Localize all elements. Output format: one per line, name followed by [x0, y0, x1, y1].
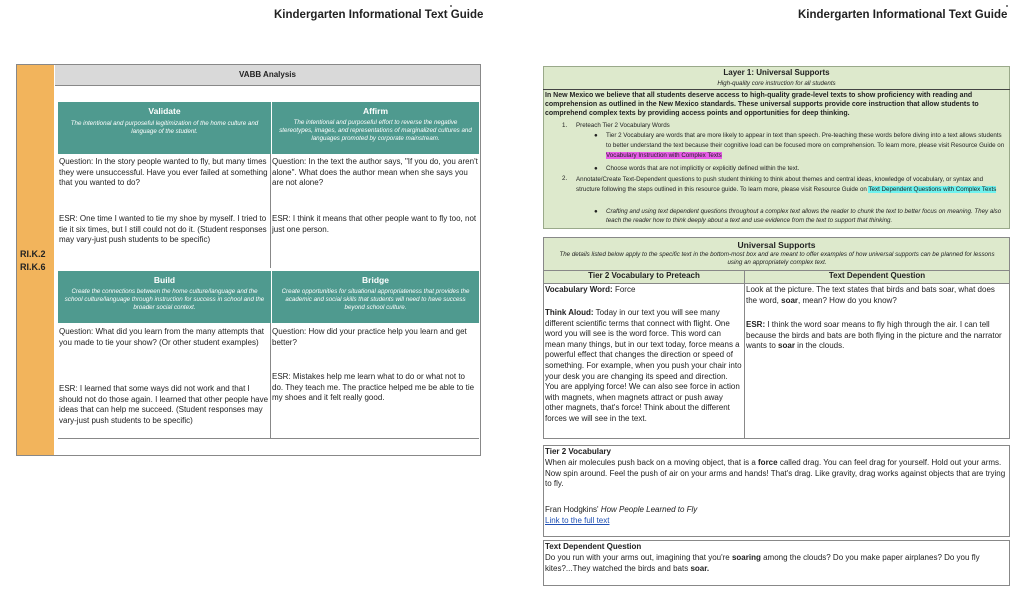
- source-author: Fran Hodgkins': [545, 505, 599, 514]
- affirm-description: The intentional and purposeful effort to reverse the negative stereotypes, images, and representations of marginalized cultures and languages promoted by corporate mainstream.: [279, 119, 472, 142]
- standard-code-1: RI.K.2: [20, 249, 46, 259]
- layer1-bullet1b: Choose words that are not implicitly or explicitly defined within the text.: [606, 165, 800, 172]
- tdq-box-text: [545, 553, 1007, 574]
- build-esr: ESR: I learned that some ways did not work and that I should not do those again. I learned that other people have ideas that can help me succeed. (Student responses may vary-just push students to be specific): [59, 384, 269, 425]
- tdq-question-pre: Look at the picture. The text states that birds and bats soar, what does the word,: [746, 285, 995, 305]
- layer1-intro: In New Mexico we believe that all students deserve access to high-quality grade-level texts to show proficiency with reading and comprehension as outlined in the New Mexico standards. These universal supports provide core instruction that allow students to comprehend complex texts by providing access points and opportunities for deep thinking.: [545, 92, 979, 118]
- validate-heading: Validate: [148, 106, 181, 116]
- vocab-word-line: [545, 285, 743, 296]
- tdq-question-word: soar: [781, 295, 799, 305]
- layer1-subtitle: High-quality core instruction for all students: [717, 80, 836, 87]
- bullet-icon: ●: [594, 165, 598, 172]
- layer1-rule: [543, 89, 1010, 90]
- build-bridge-divider: [270, 323, 271, 438]
- col-vocab-header: Tier 2 Vocabulary to Preteach: [588, 271, 700, 280]
- bridge-description: Create opportunities for situational appropriateness that provides the academic and social skills that students will need to have success beyond school culture.: [281, 288, 470, 311]
- layer1-bullet2a: Crafting and using text dependent questions throughout a complex text allows the reader to chunk the text to better focus on meaning. They also teach the reader how to think deeply about a text and use evidence from the text to support that thinking.: [606, 208, 1002, 224]
- tdq-esr: [746, 320, 1008, 352]
- bridge-header: [271, 271, 479, 323]
- tdq-box-bold2: soar.: [690, 563, 710, 573]
- col-tdq-header: Text Dependent Question: [828, 271, 926, 280]
- tdq-esr-bold: soar: [778, 341, 795, 351]
- bullet-icon: ●: [594, 208, 598, 215]
- think-aloud-text: Today in our text you will see many different scientific terms that connect with flight. One word you will see is the word force. This word can mean many things, but in our text today, force means a powerful effect that changes the direction or speed of something. For example, when you push your chair into your desk you are changing its speed and direction. You are applying force! We can also see force in action with magnets, when magnets attract or push away other magnets, that's force! Think about the different forces we will see in the text.: [545, 308, 742, 423]
- tier2-text: [545, 458, 1007, 490]
- column-divider: [744, 270, 745, 438]
- bullet-icon: ●: [594, 132, 598, 139]
- layer1-item1-num: 1.: [562, 122, 568, 129]
- left-table-bottom-rule: [58, 438, 479, 439]
- tier2-text-pre: When air molecules push back on a moving object, that is a: [545, 458, 756, 467]
- vocab-word-label: Vocabulary Word:: [545, 285, 613, 294]
- layer1-title: Layer 1: Universal Supports: [723, 68, 830, 77]
- vocabulary-instruction-link[interactable]: Vocabulary Instruction with Complex Texts: [606, 152, 722, 159]
- build-description: Create the connections between the home culture/language and the school culture/language through instruction for success in school and the broader social context.: [64, 288, 265, 311]
- build-heading: Build: [153, 275, 176, 285]
- page-marker-dot: [450, 5, 452, 7]
- validate-esr: ESR: One time I wanted to tie my shoe by myself. I tried to tie it six times, but I still could not do it. (Student responses may vary-just push students to be specific): [59, 214, 267, 245]
- source-title: How People Learned to Fly: [600, 505, 698, 514]
- vabb-title: VABB Analysis: [239, 70, 296, 79]
- tier2-source: [545, 505, 697, 516]
- standards-band: [17, 65, 54, 455]
- tdq-box-text-pre: Do you run with your arms out, imagining that you're: [545, 553, 730, 562]
- affirm-header: [271, 102, 479, 154]
- bridge-esr: ESR: Mistakes help me learn what to do or what not to do. They teach me. The practice helped me be able to tie my shoes and it felt really good.: [272, 372, 475, 403]
- text-dependent-questions-link[interactable]: Text Dependent Questions with Complex Texts: [868, 186, 997, 193]
- full-text-link[interactable]: Link to the full text: [545, 516, 610, 525]
- validate-affirm-divider: [270, 154, 271, 268]
- tdq-box-title: Text Dependent Question: [545, 542, 642, 551]
- standard-code-2: RI.K.6: [20, 262, 46, 272]
- build-question: Question: What did you learn from the many attempts that you made to tie your show? (Or other student examples): [59, 327, 264, 347]
- tier2-title: Tier 2 Vocabulary: [545, 447, 611, 456]
- tier2-text-bold: force: [758, 458, 778, 467]
- layer1-item2-text: Annotate/Create Text-Dependent questions to push student thinking to think about themes and central ideas, knowledge of vocabulary, or syntax and structure following the steps outlined in this resource guide. To learn more, please visit Resource Guide on: [576, 176, 984, 193]
- tdq-esr-pre: I think the word soar means to fly high through the air. I can tell because the birds and bats are both flying in the picture and the narrator wants to: [746, 320, 1002, 351]
- think-aloud-label: Think Aloud:: [545, 308, 594, 317]
- tdq-box-bold1: soaring: [731, 553, 761, 562]
- validate-question: Question: In the story people wanted to fly, but many times they were unsuccessful. Have you ever failed at something that you wanted to do?: [59, 157, 268, 188]
- tdq-esr-label: ESR:: [746, 320, 766, 329]
- vabb-analysis-header: [55, 65, 480, 86]
- bridge-question: Question: How did your practice help you learn and get better?: [272, 327, 467, 347]
- affirm-question: Question: In the text the author says, "If you do, you aren't alone". What does the author mean when she says you are not alone?: [272, 157, 478, 188]
- right-page-title: Kindergarten Informational Text Guide: [798, 9, 1008, 21]
- validate-description: The intentional and purposeful legitimization of the home culture and language of the student.: [70, 120, 259, 135]
- universal-supports-note: The details listed below apply to the specific text in the bottom-most box and are meant to offer examples of how universal supports can be planned for lessons using an appropriately complex text.: [559, 251, 995, 266]
- bridge-heading: Bridge: [362, 275, 389, 285]
- affirm-esr: ESR: I think it means that other people want to fly too, not just one person.: [272, 214, 477, 234]
- left-page-title: Kindergarten Informational Text Guide: [274, 9, 484, 21]
- universal-supports-title: Universal Supports: [737, 240, 816, 250]
- layer1-item2-num: 2.: [562, 175, 568, 182]
- tier2-text-post: called drag. You can feel drag for yourself. Hold out your arms. Now spin around. Feel the push of air on your arms and hands! That's drag. Like gravity, drag works against objects that are trying to fly.: [545, 458, 1006, 489]
- build-header: [58, 271, 271, 323]
- layer1-item2: [576, 175, 1008, 195]
- layer1-bullet1a-text: Tier 2 Vocabulary are words that are more likely to appear in text than speech. Pre-teaching these words before diving into a text allows students to better understand the text because their cognitive load can be focused more on comprehension. To learn more, please visit Resource Guide on: [606, 132, 1005, 149]
- vocab-word: Force: [614, 285, 636, 294]
- think-aloud: [545, 308, 743, 425]
- tdq-question: [746, 285, 1008, 306]
- page-marker-dot: [1006, 5, 1008, 7]
- layer1-bullet1a: [606, 131, 1006, 161]
- tdq-question-post: , mean? How do you know?: [798, 295, 897, 305]
- layer1-item1: Preteach Tier 2 Vocabulary Words: [576, 122, 670, 129]
- tdq-esr-post: in the clouds.: [797, 341, 845, 351]
- validate-header: [58, 102, 271, 154]
- tdq-box-text-mid: among the clouds? Do you make paper airplanes? Do you fly kites?...They watched the birds and bats: [545, 553, 980, 573]
- affirm-heading: Affirm: [362, 106, 389, 116]
